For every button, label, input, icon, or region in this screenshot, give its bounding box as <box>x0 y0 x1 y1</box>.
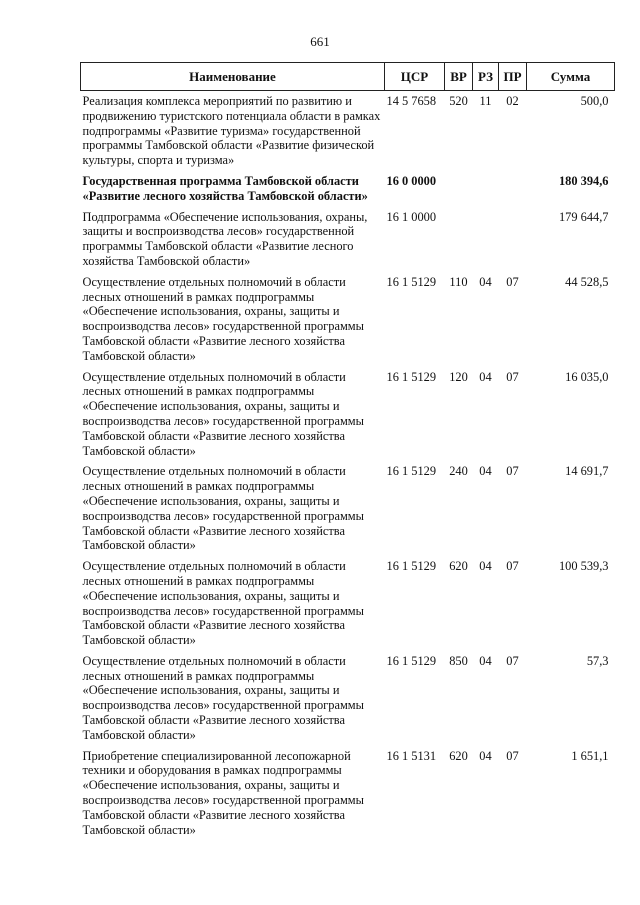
row-name: Реализация комплекса мероприятий по развитию и продвижению туристского потенциала области в рамках подпрограммы «Развитие туризма» государственной программы Тамбовской области «Развитие физической культуры, спорта и туризма» <box>82 94 381 168</box>
row-pr: 07 <box>506 274 519 289</box>
header-vr: ВР <box>445 63 473 91</box>
row-vr: 520 <box>449 94 468 108</box>
row-rz: 04 <box>479 369 492 384</box>
row-rz: 11 <box>479 94 492 108</box>
row-sum: 57,3 <box>586 653 609 668</box>
row-name: Государственная программа Тамбовской области «Развитие лесного хозяйства Тамбовской области» <box>82 173 368 203</box>
table-header-row <box>81 63 615 91</box>
row-name: Осуществление отдельных полномочий в области лесных отношений в рамках подпрограммы «Обеспечение использования, охраны, защиты и воспроизводства лесов» государственной программы Тамбовской области «Развитие лесного хозяйства Тамбовской области» <box>82 559 364 648</box>
row-pr: 07 <box>506 653 519 668</box>
row-vr: 850 <box>449 653 468 668</box>
row-vr: 620 <box>449 748 468 763</box>
row-pr: 02 <box>506 94 519 108</box>
row-pr <box>499 207 527 272</box>
row-vr: 110 <box>449 274 468 289</box>
row-vr: 620 <box>449 559 468 574</box>
table-row <box>81 461 615 556</box>
row-pr: 07 <box>506 464 519 479</box>
page-number: 661 <box>310 34 330 49</box>
row-name: Подпрограмма «Обеспечение использования, охраны, защиты и воспроизводства лесов» государственной программы Тамбовской области «Развитие лесного хозяйства Тамбовской области» <box>82 209 368 268</box>
row-name: Осуществление отдельных полномочий в области лесных отношений в рамках подпрограммы «Обеспечение использования, охраны, защиты и воспроизводства лесов» государственной программы Тамбовской области «Развитие лесного хозяйства Тамбовской области» <box>82 464 364 553</box>
row-rz: 04 <box>479 464 492 479</box>
row-vr <box>445 207 473 272</box>
header-pr: ПР <box>499 63 527 91</box>
row-sum: 180 394,6 <box>558 173 609 188</box>
row-vr <box>445 171 473 207</box>
table-row <box>81 91 615 171</box>
row-sum: 500,0 <box>580 94 609 108</box>
row-sum: 179 644,7 <box>558 209 609 224</box>
row-csr: 16 1 5129 <box>386 274 437 289</box>
table-row <box>81 556 615 651</box>
row-name: Осуществление отдельных полномочий в области лесных отношений в рамках подпрограммы «Обеспечение использования, охраны, защиты и воспроизводства лесов» государственной программы Тамбовской области «Развитие лесного хозяйства Тамбовской области» <box>82 653 364 742</box>
table-row <box>81 272 615 367</box>
row-csr: 16 1 5129 <box>386 559 437 574</box>
row-rz: 04 <box>479 274 492 289</box>
row-name: Осуществление отдельных полномочий в области лесных отношений в рамках подпрограммы «Обеспечение использования, охраны, защиты и воспроизводства лесов» государственной программы Тамбовской области «Развитие лесного хозяйства Тамбовской области» <box>82 369 364 458</box>
row-csr: 16 1 5131 <box>386 748 437 763</box>
row-csr: 16 0 0000 <box>386 173 437 188</box>
row-sum: 44 528,5 <box>565 274 609 289</box>
row-csr: 16 1 5129 <box>386 369 437 384</box>
row-rz <box>473 207 499 272</box>
row-sum: 16 035,0 <box>565 369 609 384</box>
table-row <box>81 651 615 746</box>
row-csr: 16 1 5129 <box>386 653 437 668</box>
row-rz: 04 <box>479 559 492 574</box>
budget-table <box>80 62 615 840</box>
row-pr <box>499 171 527 207</box>
table-row-program <box>81 171 615 207</box>
row-name: Осуществление отдельных полномочий в области лесных отношений в рамках подпрограммы «Обеспечение использования, охраны, защиты и воспроизводства лесов» государственной программы Тамбовской области «Развитие лесного хозяйства Тамбовской области» <box>82 274 364 363</box>
row-csr: 14 5 7658 <box>386 94 437 108</box>
header-csr: ЦСР <box>385 63 445 91</box>
row-vr: 120 <box>449 369 468 384</box>
row-pr: 07 <box>506 559 519 574</box>
row-sum: 1 651,1 <box>571 748 609 763</box>
row-sum: 14 691,7 <box>565 464 609 479</box>
table-row <box>81 746 615 841</box>
row-rz <box>473 171 499 207</box>
row-vr: 240 <box>449 464 468 479</box>
row-rz: 04 <box>479 653 492 668</box>
row-csr: 16 1 0000 <box>386 209 437 224</box>
row-pr: 07 <box>506 369 519 384</box>
row-pr: 07 <box>506 748 519 763</box>
row-sum: 100 539,3 <box>558 559 609 574</box>
row-rz: 04 <box>479 748 492 763</box>
table-row <box>81 367 615 462</box>
header-rz: РЗ <box>473 63 499 91</box>
row-csr: 16 1 5129 <box>386 464 437 479</box>
table-row <box>81 207 615 272</box>
row-name: Приобретение специализированной лесопожарной техники и оборудования в рамках подпрограммы «Обеспечение использования, охраны, защиты и воспроизводства лесов» государственной программы Тамбовской области «Развитие лесного хозяйства Тамбовской области» <box>82 748 364 837</box>
header-sum: Сумма <box>527 63 615 91</box>
header-name: Наименование <box>81 63 385 91</box>
